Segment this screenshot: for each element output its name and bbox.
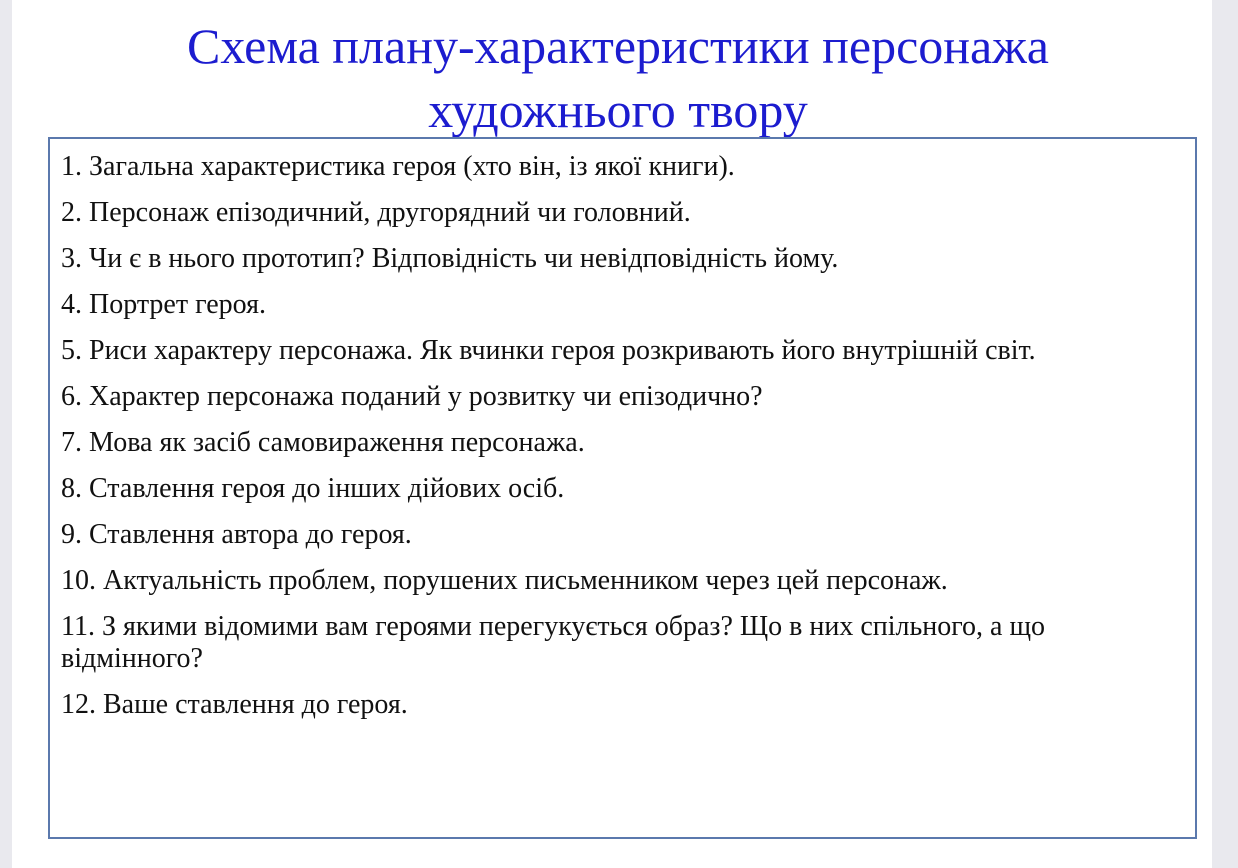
title-line-2: художнього твору [428, 82, 808, 138]
plan-item-1: 1. Загальна характеристика героя (хто він, із якої книги). [61, 151, 735, 182]
plan-item-3: 3. Чи є в нього прототип? Відповідність чи невідповідність йому. [61, 243, 839, 274]
plan-item-8: 8. Ставлення героя до інших дійових осіб. [61, 473, 565, 504]
plan-item-6: 6. Характер персонажа поданий у розвитку чи епізодично? [61, 381, 763, 412]
plan-item-7: 7. Мова як засіб самовираження персонажа. [61, 427, 585, 458]
title-line-1: Схема плану-характеристики персонажа [187, 18, 1049, 74]
plan-item-2: 2. Персонаж епізодичний, другорядний чи головний. [61, 197, 691, 228]
document-page [12, 0, 1212, 868]
plan-item-9: 9. Ставлення автора до героя. [61, 519, 412, 550]
plan-item-12: 12. Ваше ставлення до героя. [61, 689, 408, 720]
document-title [12, 14, 1224, 142]
plan-item-5: 5. Риси характеру персонажа. Як вчинки героя розкривають його внутрішній світ. [61, 335, 1036, 366]
plan-item-10: 10. Актуальність проблем, порушених письменником через цей персонаж. [61, 565, 948, 596]
plan-box [48, 137, 1197, 839]
plan-item-4: 4. Портрет героя. [61, 289, 266, 320]
plan-item-11: 11. З якими відомими вам героями перегукується образ? Що в них спільного, а що відмінного? [61, 611, 1046, 674]
plan-list [50, 139, 1195, 721]
